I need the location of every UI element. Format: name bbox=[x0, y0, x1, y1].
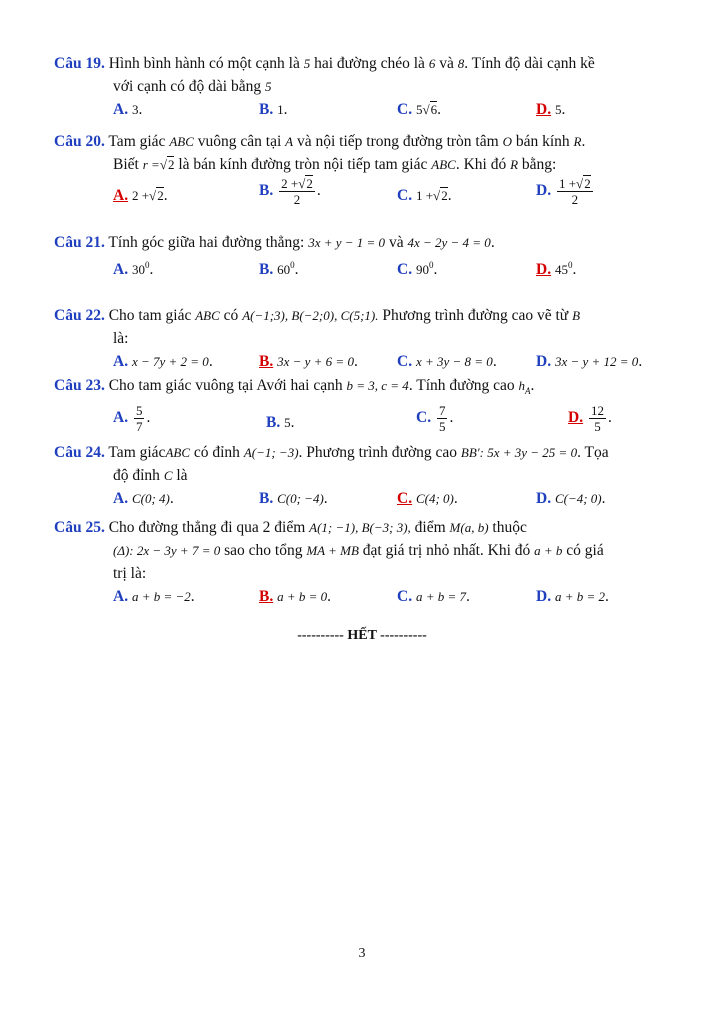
option-a[interactable]: A. 3. bbox=[113, 101, 143, 118]
option-b[interactable]: B. $60^0$. bbox=[259, 260, 299, 279]
option-c[interactable]: C. x + 3y − 8 = 0. bbox=[397, 353, 497, 370]
option-a[interactable]: A. $\frac{5}{7}$ . bbox=[113, 403, 151, 435]
option-b[interactable]: B. 1. bbox=[259, 101, 288, 118]
page-number: 3 bbox=[358, 946, 366, 961]
option-c[interactable]: C. a + b = 7. bbox=[397, 588, 470, 605]
option-c[interactable]: C. 1 +√2. bbox=[397, 187, 452, 204]
option-d-correct[interactable]: D. $\frac{12}{5}$ . bbox=[568, 403, 612, 435]
option-c[interactable]: C. $\frac{7}{5}$ . bbox=[416, 403, 454, 435]
option-d[interactable]: D. $\frac{1 +√2}{2}$ bbox=[536, 176, 591, 207]
option-a[interactable]: A. $30^0$. bbox=[113, 260, 154, 279]
option-a[interactable]: A. x − 7y + 2 = 0. bbox=[113, 353, 213, 370]
option-b[interactable]: B. C(0; −4). bbox=[259, 490, 328, 507]
answer-options bbox=[54, 98, 674, 122]
option-b-correct[interactable]: B. 3x − y + 6 = 0. bbox=[259, 353, 358, 370]
option-c[interactable]: C. $90^0$. bbox=[397, 260, 438, 279]
answer-options bbox=[54, 350, 674, 374]
option-c-correct[interactable]: C. C(4; 0). bbox=[397, 490, 458, 507]
question-20: Câu 20. Tam giác ABC vuông cân tại A và nội tiếp trong đường tròn tâm O bán kính R. Biết r =√2 là bán kính đường tròn nội tiếp tam giác ABC. Khi đó R bằng: A. 2 +√2. B. $\frac{2 +√2}{2}$ . C. 1 +√2. D. $\frac{1 +√2}{2}$ bbox=[54, 130, 674, 214]
question-19: Câu 19. Hình bình hành có một cạnh là 5 hai đường chéo là 6 và 8. Tính độ dài cạnh kề với cạnh có độ dài bằng 5 A. 3. B. 1. C. 5√6. D. 5. bbox=[54, 52, 674, 122]
question-number: Câu 19. bbox=[54, 55, 105, 72]
question-21: Câu 21. Tính góc giữa hai đường thẳng: 3x + y − 1 = 0 và 4x − 2y − 4 = 0. A. $30^0$. B. $60^0$. C. $90^0$. D. $45^0$. bbox=[54, 231, 674, 278]
option-b-correct[interactable]: B. a + b = 0. bbox=[259, 588, 332, 605]
option-c[interactable]: C. 5√6. bbox=[397, 101, 441, 118]
option-d-correct[interactable]: D. 5. bbox=[536, 101, 566, 118]
option-d[interactable]: D. C(−4; 0). bbox=[536, 490, 606, 507]
option-d[interactable]: D. a + b = 2. bbox=[536, 588, 609, 605]
option-b[interactable]: B. $\frac{2 +√2}{2}$ . bbox=[259, 176, 321, 207]
answer-options bbox=[54, 403, 674, 443]
answer-options bbox=[54, 254, 674, 278]
option-a[interactable]: A. a + b = −2. bbox=[113, 588, 195, 605]
question-24: Câu 24. Tam giácABC có đỉnh A(−1; −3). Phương trình đường cao BB′: 5x + 3y − 25 = 0. Tọa độ đỉnh C là A. C(0; 4). B. C(0; −4). C. C(4; 0). D. C(−4; 0). bbox=[54, 441, 674, 511]
answer-options bbox=[54, 487, 674, 511]
option-a[interactable]: A. C(0; 4). bbox=[113, 490, 174, 507]
end-marker: ---------- HẾT ---------- bbox=[297, 628, 427, 643]
question-25: Câu 25. Cho đường thẳng đi qua 2 điểm A(1; −1), B(−3; 3), điểm M(a, b) thuộc (Δ): 2x − 3y + 7 = 0 sao cho tổng MA + MB đạt giá trị nhỏ nhất. Khi đó a + b có giá trị là: A. a + b = −2. B. a + b = 0. C. a + b = 7. D. a + b = 2. bbox=[54, 516, 674, 609]
question-23: Câu 23. Cho tam giác vuông tại Avới hai cạnh b = 3, c = 4. Tính đường cao $h_A$. A. $\frac{5}{7}$ . B. 5. C. $\frac{7}{5}$ . D. $\frac{12}{5}$ . bbox=[54, 374, 674, 443]
option-d-correct[interactable]: D. $45^0$. bbox=[536, 260, 577, 279]
option-d[interactable]: D. 3x − y + 12 = 0. bbox=[536, 353, 643, 370]
question-22: Câu 22. Cho tam giác ABC có A(−1;3), B(−2;0), C(5;1). Phương trình đường cao vẽ từ B là: A. x − 7y + 2 = 0. B. 3x − y + 6 = 0. C. x + 3y − 8 = 0. D. 3x − y + 12 = 0. bbox=[54, 304, 674, 374]
answer-options bbox=[54, 176, 674, 214]
option-b[interactable]: B. 5. bbox=[266, 414, 295, 432]
option-a-correct[interactable]: A. 2 +√2. bbox=[113, 187, 168, 204]
answer-options bbox=[54, 585, 674, 609]
